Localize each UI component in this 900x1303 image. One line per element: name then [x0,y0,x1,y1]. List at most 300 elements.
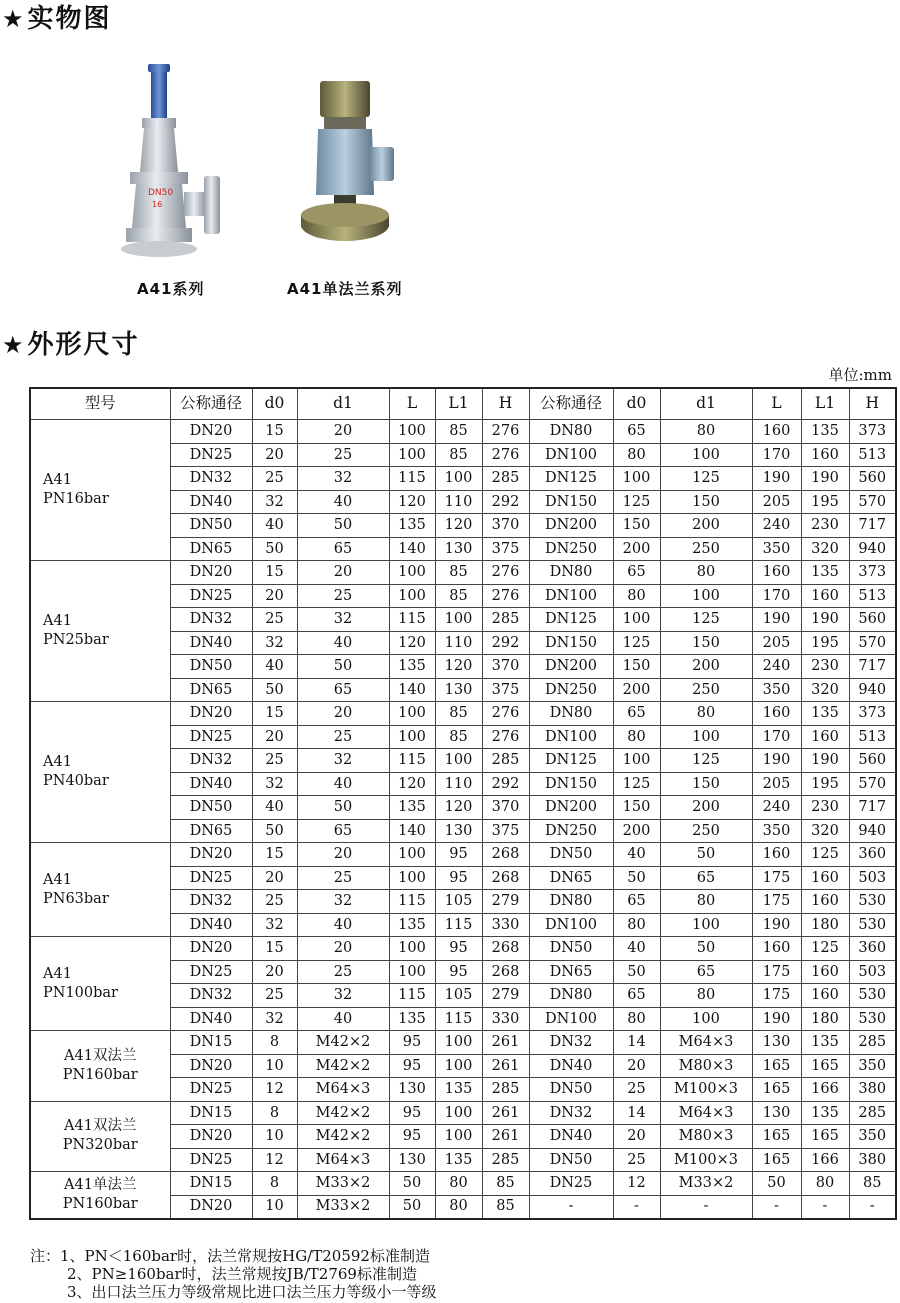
table-cell: 940 [849,537,896,561]
table-cell: M42×2 [297,1031,389,1055]
table-cell: 95 [435,937,482,961]
table-cell: 25 [613,1148,660,1172]
table-cell: 50 [389,1195,435,1219]
model-cell: A41 PN40bar [30,702,170,843]
table-cell: 130 [752,1101,801,1125]
column-header: L [389,388,435,420]
table-cell: 205 [752,772,801,796]
unit-label: 单位:mm [828,366,892,384]
table-cell: 32 [297,749,389,773]
table-cell: 230 [801,655,849,679]
table-cell: 135 [389,1007,435,1031]
table-cell: 285 [482,608,529,632]
table-cell: 330 [482,913,529,937]
table-cell: 40 [297,631,389,655]
table-cell: 373 [849,420,896,444]
table-cell: 80 [435,1172,482,1196]
table-cell: 100 [389,443,435,467]
table-cell: DN50 [529,1078,613,1102]
table-cell: 240 [752,655,801,679]
table-cell: 32 [252,631,297,655]
table-cell: DN15 [170,1031,252,1055]
column-header: L1 [801,388,849,420]
table-cell: 940 [849,678,896,702]
table-cell: 15 [252,937,297,961]
table-cell: 130 [752,1031,801,1055]
column-header: d0 [613,388,660,420]
table-cell: 350 [752,537,801,561]
table-cell: 40 [252,796,297,820]
star-icon: ★ [2,5,26,33]
table-cell: M80×3 [660,1125,752,1149]
table-cell: 32 [297,467,389,491]
model-cell: A41 PN25bar [30,561,170,702]
table-cell: 150 [613,655,660,679]
table-cell: 80 [660,890,752,914]
table-row [30,702,896,726]
column-header: H [482,388,529,420]
table-cell: 350 [849,1125,896,1149]
table-cell: 20 [297,420,389,444]
table-cell: DN50 [170,655,252,679]
table-cell: 190 [801,467,849,491]
table-cell: 165 [752,1054,801,1078]
table-cell: 100 [435,1125,482,1149]
table-cell: DN32 [170,608,252,632]
table-cell: 50 [613,960,660,984]
table-cell: 105 [435,984,482,1008]
table-cell: 32 [297,890,389,914]
table-cell: DN40 [170,772,252,796]
table-cell: DN32 [170,984,252,1008]
table-cell: 160 [801,584,849,608]
table-cell: 513 [849,725,896,749]
table-cell: 14 [613,1031,660,1055]
table-cell: 268 [482,866,529,890]
table-cell: DN32 [170,749,252,773]
table-cell: 25 [252,467,297,491]
table-cell: 65 [613,561,660,585]
table-cell: 717 [849,796,896,820]
table-cell: 160 [801,890,849,914]
table-cell: 10 [252,1195,297,1219]
table-cell: 25 [297,584,389,608]
table-cell: 380 [849,1078,896,1102]
table-cell: 140 [389,819,435,843]
table-cell: DN15 [170,1172,252,1196]
table-cell: - [529,1195,613,1219]
table-cell: DN150 [529,772,613,796]
safety-valve-photo [118,60,238,265]
table-cell: 15 [252,561,297,585]
table-cell: 360 [849,843,896,867]
table-cell: 373 [849,561,896,585]
table-cell: DN100 [529,913,613,937]
table-cell: 125 [660,467,752,491]
table-cell: 80 [660,561,752,585]
table-cell: - [752,1195,801,1219]
table-cell: 32 [297,608,389,632]
table-cell: 100 [435,1101,482,1125]
table-cell: 100 [613,749,660,773]
table-cell: 195 [801,631,849,655]
table-cell: - [613,1195,660,1219]
table-cell: 130 [435,678,482,702]
table-cell: DN40 [170,490,252,514]
table-cell: 120 [435,796,482,820]
table-cell: 25 [297,725,389,749]
table-cell: 8 [252,1031,297,1055]
table-cell: 560 [849,608,896,632]
table-cell: 25 [252,749,297,773]
table-cell: 50 [389,1172,435,1196]
table-cell: 170 [752,584,801,608]
table-cell: 276 [482,725,529,749]
table-cell: 160 [752,702,801,726]
table-cell: 570 [849,490,896,514]
table-cell: 20 [297,561,389,585]
table-cell: 20 [297,702,389,726]
table-cell: 276 [482,561,529,585]
table-cell: DN50 [529,1148,613,1172]
table-cell: 570 [849,631,896,655]
column-header: H [849,388,896,420]
table-cell: 160 [801,960,849,984]
table-cell: 175 [752,960,801,984]
table-cell: 115 [435,1007,482,1031]
table-cell: 175 [752,866,801,890]
table-cell: 279 [482,890,529,914]
table-cell: 100 [435,749,482,773]
table-cell: DN20 [170,420,252,444]
table-cell: 150 [613,796,660,820]
table-cell: 200 [660,655,752,679]
table-cell: 285 [849,1031,896,1055]
table-cell: 65 [297,678,389,702]
table-cell: 20 [252,725,297,749]
table-cell: 292 [482,631,529,655]
table-cell: 240 [752,514,801,538]
table-cell: DN25 [170,1148,252,1172]
table-cell: M33×2 [297,1172,389,1196]
model-cell: A41 PN100bar [30,937,170,1031]
table-cell: 95 [389,1054,435,1078]
table-cell: DN15 [170,1101,252,1125]
table-cell: 40 [297,490,389,514]
table-cell: 205 [752,490,801,514]
model-cell: A41双法兰 PN160bar [30,1031,170,1102]
table-cell: 20 [613,1054,660,1078]
table-cell: 20 [613,1125,660,1149]
table-cell: M64×3 [660,1101,752,1125]
table-cell: 530 [849,913,896,937]
table-cell: 65 [613,420,660,444]
table-cell: DN250 [529,678,613,702]
table-cell: 40 [613,843,660,867]
table-cell: DN32 [529,1031,613,1055]
table-cell: 85 [435,443,482,467]
table-cell: DN40 [529,1125,613,1149]
table-cell: 80 [801,1172,849,1196]
table-cell: 200 [660,514,752,538]
table-cell: 135 [389,514,435,538]
table-cell: 135 [389,796,435,820]
table-cell: 110 [435,772,482,796]
table-cell: DN40 [170,913,252,937]
table-cell: 268 [482,843,529,867]
table-cell: DN80 [529,561,613,585]
table-cell: 80 [613,443,660,467]
table-cell: 50 [252,537,297,561]
table-cell: 10 [252,1054,297,1078]
table-cell: 85 [435,561,482,585]
table-cell: DN80 [529,984,613,1008]
table-cell: 130 [389,1078,435,1102]
table-cell: 80 [660,420,752,444]
table-cell: DN200 [529,796,613,820]
table-cell: 130 [435,819,482,843]
table-cell: 150 [660,772,752,796]
table-cell: 8 [252,1101,297,1125]
table-cell: 12 [252,1148,297,1172]
table-cell: 115 [389,608,435,632]
table-cell: 100 [435,608,482,632]
section-title-photos: ★实物图 [2,4,112,34]
table-cell: 85 [435,584,482,608]
table-cell: 50 [660,843,752,867]
table-cell: 513 [849,443,896,467]
table-cell: 135 [389,655,435,679]
table-cell: DN50 [170,796,252,820]
svg-text:16: 16 [152,200,163,209]
table-cell: 350 [752,819,801,843]
table-cell: DN32 [529,1101,613,1125]
table-cell: 100 [613,467,660,491]
column-header: 型号 [30,388,170,420]
table-cell: 50 [613,866,660,890]
table-row [30,1172,896,1196]
table-cell: 25 [297,960,389,984]
table-cell: DN25 [170,725,252,749]
table-cell: 80 [660,984,752,1008]
table-cell: M33×2 [297,1195,389,1219]
table-cell: 115 [389,749,435,773]
table-row [30,1101,896,1125]
table-cell: 50 [297,796,389,820]
table-cell: 65 [660,866,752,890]
table-cell: 560 [849,467,896,491]
table-cell: 65 [297,819,389,843]
table-cell: 32 [297,984,389,1008]
table-cell: 285 [482,749,529,773]
table-cell: 85 [435,725,482,749]
table-cell: 100 [435,467,482,491]
column-header: d1 [660,388,752,420]
table-cell: 12 [613,1172,660,1196]
table-cell: 360 [849,937,896,961]
table-cell: 135 [435,1148,482,1172]
table-cell: DN80 [529,702,613,726]
table-cell: 40 [252,655,297,679]
table-cell: M80×3 [660,1054,752,1078]
table-cell: 8 [252,1172,297,1196]
table-cell: - [801,1195,849,1219]
note-2: 2、PN≥160bar时，法兰常规按JB/T2769标准制造 [67,1265,417,1283]
table-cell: 20 [252,584,297,608]
table-cell: 160 [752,420,801,444]
table-cell: 100 [660,913,752,937]
table-cell: 50 [297,655,389,679]
table-cell: 115 [435,913,482,937]
model-cell: A41 PN63bar [30,843,170,937]
table-cell: 195 [801,490,849,514]
table-cell: DN65 [170,819,252,843]
table-cell: 50 [252,678,297,702]
table-row [30,1031,896,1055]
table-cell: 80 [613,1007,660,1031]
table-cell: 120 [435,514,482,538]
column-header: d1 [297,388,389,420]
table-cell: 165 [801,1054,849,1078]
single-flange-safety-valve-photo [300,75,400,260]
table-cell: 12 [252,1078,297,1102]
table-cell: 100 [613,608,660,632]
table-cell: 25 [297,866,389,890]
table-cell: 165 [752,1125,801,1149]
table-cell: 160 [801,984,849,1008]
table-cell: - [660,1195,752,1219]
table-cell: 276 [482,420,529,444]
table-cell: DN100 [529,443,613,467]
table-cell: 200 [613,678,660,702]
star-icon: ★ [2,331,26,359]
table-cell: 717 [849,514,896,538]
table-cell: 250 [660,819,752,843]
table-cell: 285 [482,1148,529,1172]
model-cell: A41 PN16bar [30,420,170,561]
table-cell: DN20 [170,702,252,726]
table-cell: DN25 [170,1078,252,1102]
table-cell: DN25 [170,960,252,984]
table-cell: 80 [613,725,660,749]
table-cell: M42×2 [297,1125,389,1149]
table-cell: 530 [849,890,896,914]
table-cell: 160 [752,843,801,867]
table-cell: 32 [252,490,297,514]
table-cell: DN250 [529,819,613,843]
table-cell: 320 [801,678,849,702]
table-cell: 195 [801,772,849,796]
table-cell: DN25 [170,866,252,890]
table-cell: DN50 [170,514,252,538]
table-cell: 140 [389,678,435,702]
table-cell: 180 [801,1007,849,1031]
table-cell: M64×3 [660,1031,752,1055]
table-cell: 150 [660,631,752,655]
table-cell: 20 [252,960,297,984]
table-cell: DN80 [529,890,613,914]
table-cell: DN150 [529,631,613,655]
table-cell: 230 [801,796,849,820]
table-cell: 100 [660,584,752,608]
table-cell: DN125 [529,608,613,632]
table-row [30,420,896,444]
dimensions-table [29,387,897,1220]
table-cell: 150 [660,490,752,514]
table-cell: DN40 [170,631,252,655]
table-cell: 261 [482,1101,529,1125]
table-cell: 100 [660,725,752,749]
table-cell: 115 [389,890,435,914]
table-cell: 570 [849,772,896,796]
table-cell: 373 [849,702,896,726]
table-cell: 150 [613,514,660,538]
table-cell: 100 [435,1031,482,1055]
table-cell: 95 [389,1031,435,1055]
table-cell: DN25 [170,584,252,608]
table-cell: 190 [752,749,801,773]
table-cell: 180 [801,913,849,937]
table-cell: 20 [252,443,297,467]
table-cell: 285 [482,467,529,491]
table-cell: 170 [752,725,801,749]
table-cell: DN25 [170,443,252,467]
table-cell: DN250 [529,537,613,561]
column-header: 公称通径 [170,388,252,420]
table-cell: DN20 [170,561,252,585]
table-cell: DN20 [170,843,252,867]
table-cell: 125 [801,843,849,867]
table-cell: 320 [801,537,849,561]
table-cell: 65 [613,890,660,914]
table-cell: 268 [482,960,529,984]
table-cell: 115 [389,984,435,1008]
table-cell: 100 [389,420,435,444]
table-cell: 190 [801,749,849,773]
table-cell: 276 [482,443,529,467]
table-cell: 135 [801,561,849,585]
table-cell: M42×2 [297,1054,389,1078]
table-cell: 261 [482,1125,529,1149]
table-cell: 261 [482,1031,529,1055]
table-cell: 130 [435,537,482,561]
table-cell: 268 [482,937,529,961]
table-cell: DN100 [529,584,613,608]
table-cell: 375 [482,678,529,702]
table-cell: DN50 [529,937,613,961]
table-cell: 170 [752,443,801,467]
table-cell: DN65 [170,678,252,702]
table-cell: 250 [660,678,752,702]
table-cell: 135 [801,1031,849,1055]
note-1: 注：1、PN＜160bar时，法兰常规按HG/T20592标准制造 [30,1247,430,1265]
table-cell: 160 [801,866,849,890]
table-cell: 80 [613,913,660,937]
table-cell: 32 [252,1007,297,1031]
table-cell: 95 [435,843,482,867]
table-cell: 100 [389,843,435,867]
column-header: 公称通径 [529,388,613,420]
table-cell: 205 [752,631,801,655]
table-cell: 65 [297,537,389,561]
table-cell: 85 [435,702,482,726]
table-cell: M64×3 [297,1148,389,1172]
table-cell: DN20 [170,1125,252,1149]
table-cell: 375 [482,537,529,561]
table-cell: 160 [801,725,849,749]
table-cell: 530 [849,1007,896,1031]
table-cell: 190 [801,608,849,632]
